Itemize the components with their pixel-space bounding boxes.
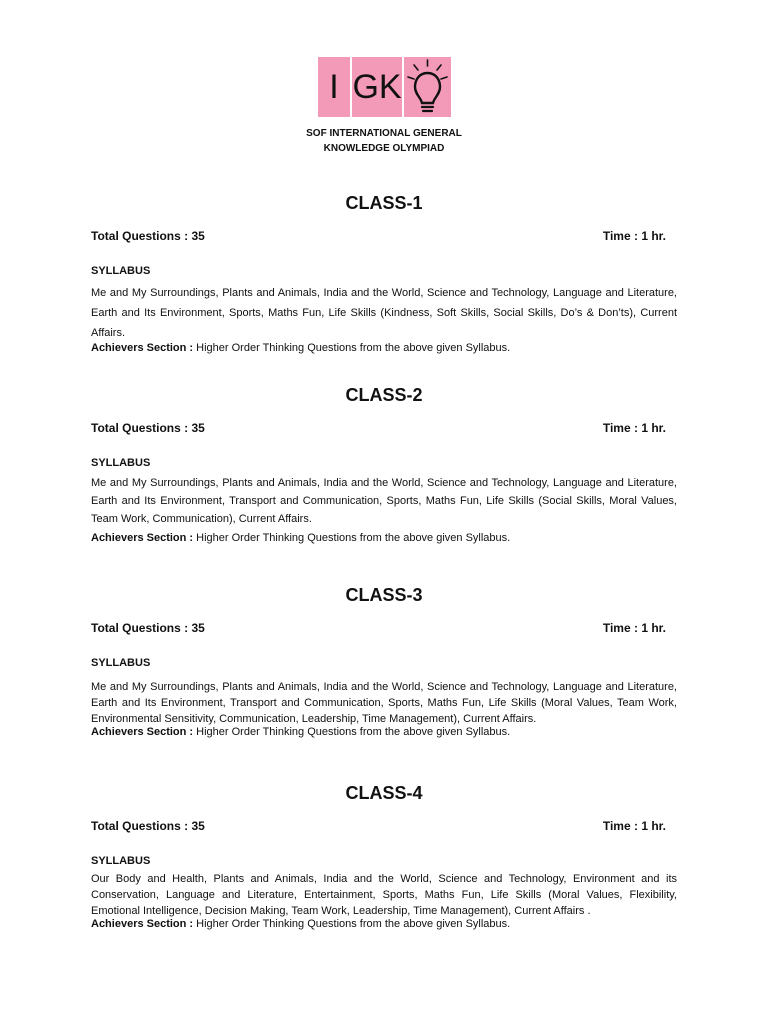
total-questions: Total Questions : 35 bbox=[91, 421, 205, 435]
achievers-text: Higher Order Thinking Questions from the above given Syllabus. bbox=[193, 918, 511, 930]
logo-tile-bulb bbox=[404, 57, 451, 117]
time-limit: Time : 1 hr. bbox=[602, 229, 666, 243]
class-title: CLASS-2 bbox=[345, 385, 423, 405]
achievers-section bbox=[91, 532, 510, 544]
achievers-section bbox=[91, 918, 510, 930]
achievers-text: Higher Order Thinking Questions from the above given Syllabus. bbox=[193, 532, 511, 544]
achievers-label: Achievers Section : bbox=[91, 726, 194, 738]
achievers-label: Achievers Section : bbox=[91, 918, 194, 930]
logo-letter-i: I bbox=[329, 68, 339, 106]
syllabus-heading: SYLLABUS bbox=[91, 265, 151, 277]
class-title: CLASS-1 bbox=[345, 193, 423, 213]
syllabus-heading: SYLLABUS bbox=[91, 457, 151, 469]
organization-name bbox=[234, 126, 534, 156]
logo-tile-gk bbox=[352, 57, 402, 117]
igko-logo bbox=[318, 57, 451, 117]
total-questions: Total Questions : 35 bbox=[91, 229, 205, 243]
achievers-section bbox=[91, 342, 510, 354]
org-name-line1: SOF INTERNATIONAL GENERAL bbox=[306, 128, 462, 139]
org-name-line2: KNOWLEDGE OLYMPIAD bbox=[323, 143, 445, 154]
syllabus-text: Me and My Surroundings, Plants and Animals, India and the World, Science and Technology, Language and Literature, Earth and Its Environment, Transport and Communication, Sports, Maths Fun, Life Skills (Social Skills, Moral Values, Team Work, Communication), Current Affairs. bbox=[91, 477, 677, 525]
time-limit: Time : 1 hr. bbox=[602, 621, 666, 635]
time-limit: Time : 1 hr. bbox=[602, 819, 666, 833]
syllabus-text: Our Body and Health, Plants and Animals, India and the World, Science and Technology, Environment and its Conservation, Language and Literature, Entertainment, Sports, Maths Fun, Life Skills (Moral Values, Flexibility, Emotional Intelligence, Decision Making, Team Work, Leadership, Time Management), Current Affairs . bbox=[91, 873, 677, 917]
achievers-label: Achievers Section : bbox=[91, 342, 194, 354]
syllabus-text: Me and My Surroundings, Plants and Animals, India and the World, Science and Technology, Language and Literature, Earth and Its Environment, Sports, Maths Fun, Life Skills (Kindness, Soft Skills, Social Skills, Do’s & Don’ts), Current Affairs. bbox=[91, 287, 677, 339]
achievers-text: Higher Order Thinking Questions from the above given Syllabus. bbox=[193, 726, 511, 738]
achievers-text: Higher Order Thinking Questions from the above given Syllabus. bbox=[193, 342, 511, 354]
total-questions: Total Questions : 35 bbox=[91, 819, 205, 833]
syllabus-heading: SYLLABUS bbox=[91, 657, 151, 669]
logo-letters-gk: GK bbox=[352, 68, 402, 106]
syllabus-heading: SYLLABUS bbox=[91, 855, 151, 867]
logo-tile-i bbox=[318, 57, 350, 117]
class-title: CLASS-4 bbox=[345, 783, 423, 803]
syllabus-text: Me and My Surroundings, Plants and Animals, India and the World, Science and Technology, Language and Literature, Earth and Its Environment, Transport and Communication, Sports, Maths Fun, Life Skills (Moral Values, Team Work, Environmental Sensitivity, Communication, Leadership, Time Management), Current Affairs. bbox=[91, 681, 677, 725]
class-title: CLASS-3 bbox=[345, 585, 423, 605]
total-questions: Total Questions : 35 bbox=[91, 621, 205, 635]
achievers-section bbox=[91, 726, 510, 738]
lightbulb-icon bbox=[404, 57, 451, 117]
achievers-label: Achievers Section : bbox=[91, 532, 194, 544]
time-limit: Time : 1 hr. bbox=[602, 421, 666, 435]
